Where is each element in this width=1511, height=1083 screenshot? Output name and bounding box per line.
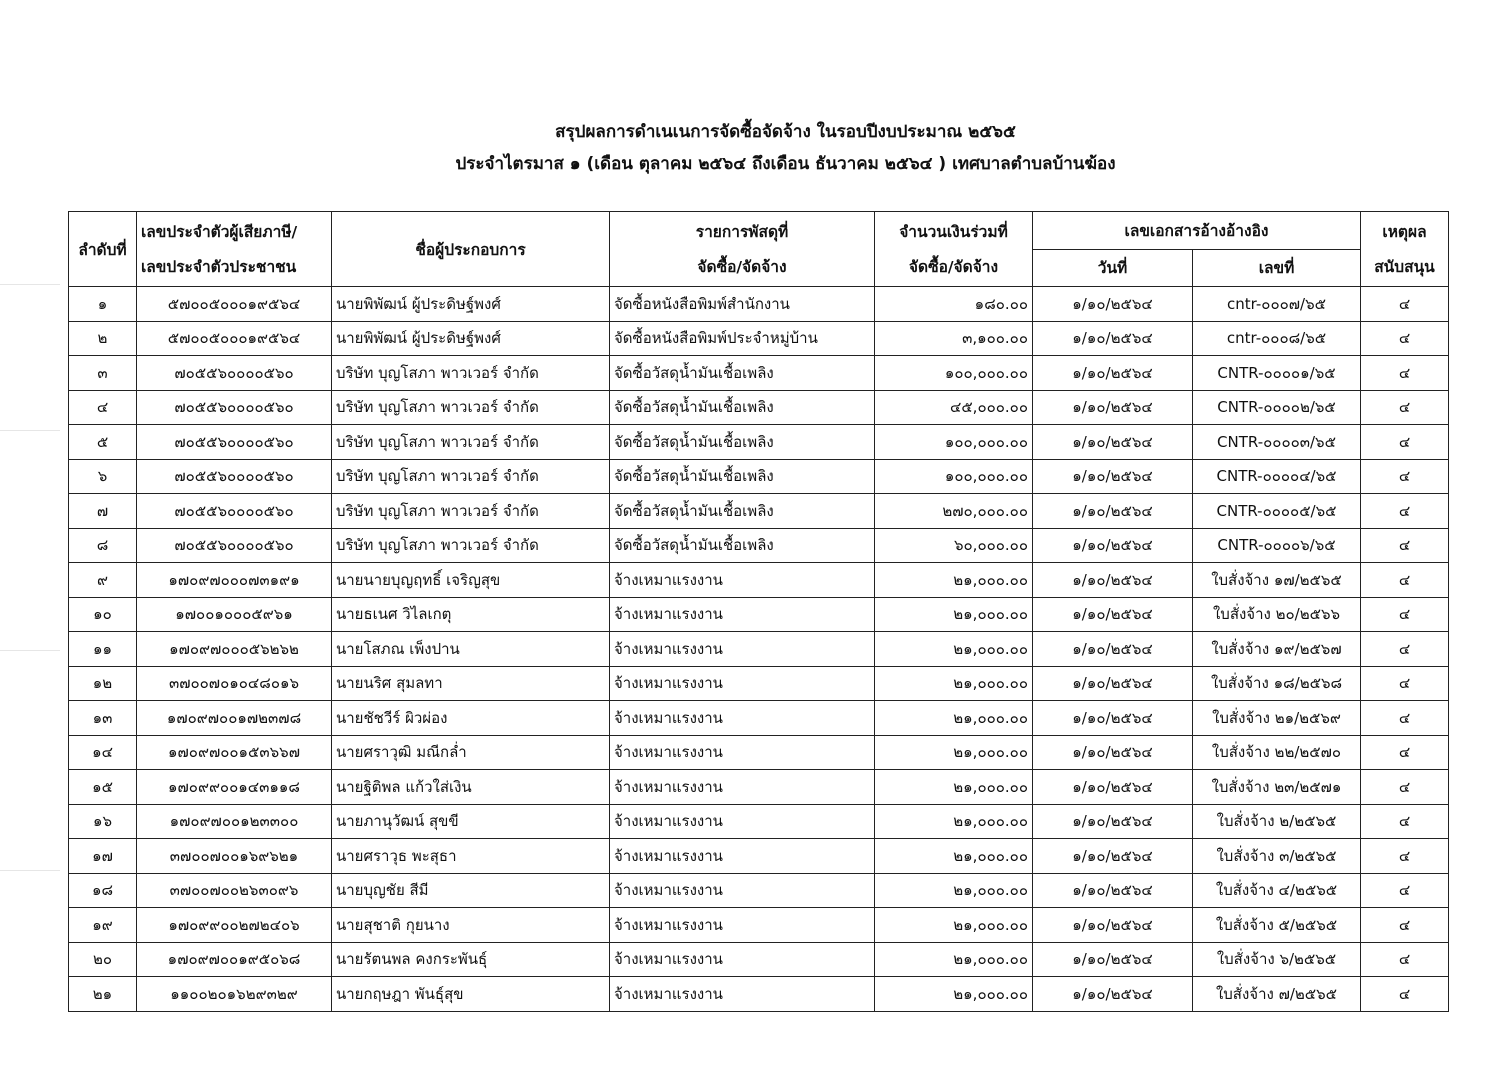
cell-date: ๑/๑๐/๒๕๖๔: [1033, 321, 1193, 356]
cell-reason: ๔: [1361, 597, 1449, 632]
cell-number: ใบสั่งจ้าง ๖/๒๕๖๕: [1193, 942, 1361, 977]
cell-vendor: นายชัชวีร์ ผิวผ่อง: [332, 701, 610, 736]
cell-tax-id: ๕๗๐๐๕๐๐๐๑๙๕๖๔: [137, 321, 332, 356]
cell-tax-id: ๑๑๐๐๒๐๑๖๒๙๓๒๙: [137, 977, 332, 1012]
cell-seq: ๒: [69, 321, 137, 356]
cell-vendor: นายพิพัฒน์ ผู้ประดิษฐ์พงศ์: [332, 321, 610, 356]
cell-tax-id: ๑๗๐๙๗๐๐๑๒๓๓๐๐: [137, 804, 332, 839]
cell-seq: ๙: [69, 563, 137, 598]
cell-vendor: บริษัท บุญโสภา พาวเวอร์ จำกัด: [332, 390, 610, 425]
table-row: [69, 977, 1449, 1012]
cell-item: จัดซื้อหนังสือพิมพ์ประจำหมู่บ้าน: [610, 321, 875, 356]
cell-reason: ๔: [1361, 804, 1449, 839]
header-reason-line1: เหตุผล: [1382, 223, 1427, 241]
table-row: [69, 425, 1449, 460]
cell-item: จ้างเหมาแรงงาน: [610, 770, 875, 805]
table-row: [69, 321, 1449, 356]
cell-vendor: นายฐิติพล แก้วใส่เงิน: [332, 770, 610, 805]
cell-seq: ๒๐: [69, 942, 137, 977]
cell-vendor: นายนริศ สุมลทา: [332, 666, 610, 701]
cell-tax-id: ๗๐๕๕๖๐๐๐๐๕๖๐: [137, 494, 332, 529]
scan-artifact-line: [0, 430, 60, 431]
cell-vendor: บริษัท บุญโสภา พาวเวอร์ จำกัด: [332, 459, 610, 494]
cell-amount: ๑๐๐,๐๐๐.๐๐: [875, 356, 1033, 391]
cell-item: จ้างเหมาแรงงาน: [610, 804, 875, 839]
cell-vendor: บริษัท บุญโสภา พาวเวอร์ จำกัด: [332, 425, 610, 460]
table-row: [69, 356, 1449, 391]
cell-item: จ้างเหมาแรงงาน: [610, 632, 875, 667]
cell-number: CNTR-๐๐๐๐๒/๖๕: [1193, 390, 1361, 425]
cell-vendor: นายกฤษฎา พันธุ์สุข: [332, 977, 610, 1012]
cell-amount: ๒๑,๐๐๐.๐๐: [875, 942, 1033, 977]
cell-tax-id: ๑๗๐๙๙๐๐๒๗๒๔๐๖: [137, 908, 332, 943]
table-row: [69, 459, 1449, 494]
header-reason-line2: สนับสนุน: [1374, 258, 1435, 276]
cell-reason: ๔: [1361, 701, 1449, 736]
cell-number: ใบสั่งจ้าง ๗/๒๕๖๕: [1193, 977, 1361, 1012]
cell-item: จ้างเหมาแรงงาน: [610, 597, 875, 632]
cell-seq: ๑๘: [69, 873, 137, 908]
cell-vendor: นายบุญชัย สีมี: [332, 873, 610, 908]
scan-artifact-line: [0, 650, 60, 651]
cell-item: จ้างเหมาแรงงาน: [610, 977, 875, 1012]
cell-tax-id: ๑๗๐๐๑๐๐๐๕๙๖๑: [137, 597, 332, 632]
header-tax-id-line2: เลขประจำตัวประชาชน: [141, 258, 297, 276]
cell-item: จัดซื้อวัสดุน้ำมันเชื้อเพลิง: [610, 425, 875, 460]
cell-date: ๑/๑๐/๒๕๖๔: [1033, 908, 1193, 943]
cell-tax-id: ๕๗๐๐๕๐๐๐๑๙๕๖๔: [137, 287, 332, 322]
table-row: [69, 494, 1449, 529]
cell-vendor: นายศราวุธ พะสุธา: [332, 839, 610, 874]
cell-tax-id: ๑๗๐๙๗๐๐๑๕๓๖๖๗: [137, 735, 332, 770]
table-row: [69, 597, 1449, 632]
cell-number: ใบสั่งจ้าง ๕/๒๕๖๕: [1193, 908, 1361, 943]
cell-tax-id: ๓๗๐๐๗๐๑๐๔๘๐๑๖: [137, 666, 332, 701]
cell-tax-id: ๑๗๐๙๗๐๐๑๗๒๓๗๘: [137, 701, 332, 736]
table-row: [69, 942, 1449, 977]
header-item-line2: จัดซื้อ/จัดจ้าง: [697, 258, 787, 276]
cell-amount: ๓,๑๐๐.๐๐: [875, 321, 1033, 356]
cell-amount: ๒๑,๐๐๐.๐๐: [875, 873, 1033, 908]
cell-item: จัดซื้อวัสดุน้ำมันเชื้อเพลิง: [610, 390, 875, 425]
table-row: [69, 390, 1449, 425]
table-row: [69, 632, 1449, 667]
cell-tax-id: ๑๗๐๙๗๐๐๐๗๓๑๙๑: [137, 563, 332, 598]
cell-tax-id: ๗๐๕๕๖๐๐๐๐๕๖๐: [137, 528, 332, 563]
cell-seq: ๑๒: [69, 666, 137, 701]
cell-item: จ้างเหมาแรงงาน: [610, 563, 875, 598]
cell-tax-id: ๑๗๐๙๙๐๐๑๔๓๑๑๘: [137, 770, 332, 805]
cell-amount: ๒๑,๐๐๐.๐๐: [875, 597, 1033, 632]
cell-reason: ๔: [1361, 425, 1449, 460]
cell-date: ๑/๑๐/๒๕๖๔: [1033, 735, 1193, 770]
cell-tax-id: ๗๐๕๕๖๐๐๐๐๕๖๐: [137, 459, 332, 494]
header-seq: ลำดับที่: [69, 212, 137, 287]
cell-item: จ้างเหมาแรงงาน: [610, 908, 875, 943]
table-row: [69, 908, 1449, 943]
document-title: สรุปผลการดำเนเนการจัดซื้อจัดจ้าง ในรอบปีงบประมาณ ๒๕๖๕: [555, 122, 1016, 142]
table-row: [69, 666, 1449, 701]
header-tax-id: [137, 212, 332, 287]
cell-number: ใบสั่งจ้าง ๓/๒๕๖๕: [1193, 839, 1361, 874]
cell-number: CNTR-๐๐๐๐๓/๖๕: [1193, 425, 1361, 460]
table-row: [69, 528, 1449, 563]
cell-number: CNTR-๐๐๐๐๖/๖๕: [1193, 528, 1361, 563]
cell-number: ใบสั่งจ้าง ๒/๒๕๖๕: [1193, 804, 1361, 839]
cell-vendor: นายรัตนพล คงกระพันธุ์: [332, 942, 610, 977]
cell-seq: ๗: [69, 494, 137, 529]
cell-number: CNTR-๐๐๐๐๑/๖๕: [1193, 356, 1361, 391]
cell-number: ใบสั่งจ้าง ๔/๒๕๖๕: [1193, 873, 1361, 908]
cell-date: ๑/๑๐/๒๕๖๔: [1033, 942, 1193, 977]
header-item-line1: รายการพัสดุที่: [695, 223, 789, 241]
cell-item: จ้างเหมาแรงงาน: [610, 873, 875, 908]
cell-item: จ้างเหมาแรงงาน: [610, 942, 875, 977]
cell-reason: ๔: [1361, 666, 1449, 701]
cell-amount: ๖๐,๐๐๐.๐๐: [875, 528, 1033, 563]
cell-seq: ๑๙: [69, 908, 137, 943]
cell-vendor: บริษัท บุญโสภา พาวเวอร์ จำกัด: [332, 494, 610, 529]
cell-vendor: บริษัท บุญโสภา พาวเวอร์ จำกัด: [332, 356, 610, 391]
cell-tax-id: ๓๗๐๐๗๐๐๑๖๙๖๒๑: [137, 839, 332, 874]
cell-amount: ๒๑,๐๐๐.๐๐: [875, 977, 1033, 1012]
cell-vendor: นายสุชาติ กุยนาง: [332, 908, 610, 943]
cell-reason: ๔: [1361, 287, 1449, 322]
cell-item: จัดซื้อวัสดุน้ำมันเชื้อเพลิง: [610, 459, 875, 494]
cell-number: cntr-๐๐๐๗/๖๕: [1193, 287, 1361, 322]
header-vendor: ชื่อผู้ประกอบการ: [332, 212, 610, 287]
header-date: วันที่: [1033, 249, 1193, 287]
cell-seq: ๖: [69, 459, 137, 494]
cell-number: CNTR-๐๐๐๐๔/๖๕: [1193, 459, 1361, 494]
cell-date: ๑/๑๐/๒๕๖๔: [1033, 528, 1193, 563]
cell-date: ๑/๑๐/๒๕๖๔: [1033, 459, 1193, 494]
cell-date: ๑/๑๐/๒๕๖๔: [1033, 770, 1193, 805]
cell-date: ๑/๑๐/๒๕๖๔: [1033, 287, 1193, 322]
table-row: [69, 770, 1449, 805]
table-row: [69, 735, 1449, 770]
cell-number: ใบสั่งจ้าง ๑๗/๒๕๖๕: [1193, 563, 1361, 598]
cell-tax-id: ๓๗๐๐๗๐๐๒๖๓๐๙๖: [137, 873, 332, 908]
document-subtitle: ประจำไตรมาส ๑ (เดือน ตุลาคม ๒๕๖๔ ถึงเดือน ธันวาคม ๒๕๖๔ ) เทศบาลตำบลบ้านฆ้อง: [455, 154, 1116, 174]
table-row: [69, 804, 1449, 839]
cell-amount: ๑๐๐,๐๐๐.๐๐: [875, 425, 1033, 460]
cell-reason: ๔: [1361, 942, 1449, 977]
cell-vendor: นายธเนศ วิไลเกตุ: [332, 597, 610, 632]
scan-artifact-line: [0, 284, 60, 285]
cell-item: จัดซื้อวัสดุน้ำมันเชื้อเพลิง: [610, 494, 875, 529]
cell-vendor: นายศราวุฒิ มณีกล่ำ: [332, 735, 610, 770]
cell-reason: ๔: [1361, 528, 1449, 563]
cell-reason: ๔: [1361, 770, 1449, 805]
table-row: [69, 563, 1449, 598]
cell-number: ใบสั่งจ้าง ๑๙/๒๕๖๗: [1193, 632, 1361, 667]
cell-number: CNTR-๐๐๐๐๕/๖๕: [1193, 494, 1361, 529]
cell-date: ๑/๑๐/๒๕๖๔: [1033, 425, 1193, 460]
cell-reason: ๔: [1361, 356, 1449, 391]
cell-seq: ๑๔: [69, 735, 137, 770]
header-amount: [875, 212, 1033, 287]
cell-seq: ๑๓: [69, 701, 137, 736]
cell-date: ๑/๑๐/๒๕๖๔: [1033, 977, 1193, 1012]
cell-date: ๑/๑๐/๒๕๖๔: [1033, 804, 1193, 839]
cell-reason: ๔: [1361, 873, 1449, 908]
cell-reason: ๔: [1361, 908, 1449, 943]
cell-amount: ๒๑,๐๐๐.๐๐: [875, 563, 1033, 598]
cell-date: ๑/๑๐/๒๕๖๔: [1033, 701, 1193, 736]
header-tax-id-line1: เลขประจำตัวผู้เสียภาษี/: [141, 223, 298, 241]
header-item: [610, 212, 875, 287]
cell-seq: ๔: [69, 390, 137, 425]
cell-seq: ๓: [69, 356, 137, 391]
cell-amount: ๑๐๐,๐๐๐.๐๐: [875, 459, 1033, 494]
table-row: [69, 701, 1449, 736]
cell-number: ใบสั่งจ้าง ๒๒/๒๕๗๐: [1193, 735, 1361, 770]
cell-seq: ๑๕: [69, 770, 137, 805]
cell-number: ใบสั่งจ้าง ๒๑/๒๕๖๙: [1193, 701, 1361, 736]
cell-vendor: นายนายบุญฤทธิ์ เจริญสุข: [332, 563, 610, 598]
cell-tax-id: ๑๗๐๙๗๐๐๑๙๕๐๖๘: [137, 942, 332, 977]
cell-date: ๑/๑๐/๒๕๖๔: [1033, 390, 1193, 425]
cell-vendor: นายโสภณ เพ็งปาน: [332, 632, 610, 667]
cell-date: ๑/๑๐/๒๕๖๔: [1033, 356, 1193, 391]
cell-number: ใบสั่งจ้าง ๒๐/๒๕๖๖: [1193, 597, 1361, 632]
cell-reason: ๔: [1361, 563, 1449, 598]
procurement-table: [68, 211, 1449, 1012]
cell-reason: ๔: [1361, 390, 1449, 425]
cell-reason: ๔: [1361, 977, 1449, 1012]
cell-amount: ๒๑,๐๐๐.๐๐: [875, 701, 1033, 736]
cell-item: จัดซื้อหนังสือพิมพ์สำนักงาน: [610, 287, 875, 322]
cell-vendor: บริษัท บุญโสภา พาวเวอร์ จำกัด: [332, 528, 610, 563]
cell-date: ๑/๑๐/๒๕๖๔: [1033, 666, 1193, 701]
cell-seq: ๑๑: [69, 632, 137, 667]
cell-amount: ๒๑,๐๐๐.๐๐: [875, 908, 1033, 943]
cell-item: จ้างเหมาแรงงาน: [610, 839, 875, 874]
header-reference: เลขเอกสารอ้างอ้างอิง: [1033, 212, 1361, 250]
cell-seq: ๘: [69, 528, 137, 563]
cell-reason: ๔: [1361, 459, 1449, 494]
cell-item: จัดซื้อวัสดุน้ำมันเชื้อเพลิง: [610, 356, 875, 391]
cell-seq: ๕: [69, 425, 137, 460]
cell-tax-id: ๗๐๕๕๖๐๐๐๐๕๖๐: [137, 356, 332, 391]
cell-item: จัดซื้อวัสดุน้ำมันเชื้อเพลิง: [610, 528, 875, 563]
cell-amount: ๒๑,๐๐๐.๐๐: [875, 632, 1033, 667]
cell-reason: ๔: [1361, 632, 1449, 667]
cell-amount: ๒๑,๐๐๐.๐๐: [875, 839, 1033, 874]
cell-tax-id: ๗๐๕๕๖๐๐๐๐๕๖๐: [137, 390, 332, 425]
header-reason: [1361, 212, 1449, 287]
cell-reason: ๔: [1361, 839, 1449, 874]
cell-date: ๑/๑๐/๒๕๖๔: [1033, 873, 1193, 908]
cell-reason: ๔: [1361, 735, 1449, 770]
cell-amount: ๒๑,๐๐๐.๐๐: [875, 804, 1033, 839]
table-row: [69, 873, 1449, 908]
cell-amount: ๒๑,๐๐๐.๐๐: [875, 666, 1033, 701]
cell-tax-id: ๑๗๐๙๗๐๐๐๕๖๒๖๒: [137, 632, 332, 667]
cell-seq: ๒๑: [69, 977, 137, 1012]
cell-reason: ๔: [1361, 321, 1449, 356]
cell-number: ใบสั่งจ้าง ๑๘/๒๕๖๘: [1193, 666, 1361, 701]
cell-item: จ้างเหมาแรงงาน: [610, 666, 875, 701]
cell-date: ๑/๑๐/๒๕๖๔: [1033, 597, 1193, 632]
cell-seq: ๑๗: [69, 839, 137, 874]
cell-tax-id: ๗๐๕๕๖๐๐๐๐๕๖๐: [137, 425, 332, 460]
cell-seq: ๑๐: [69, 597, 137, 632]
cell-vendor: นายพิพัฒน์ ผู้ประดิษฐ์พงศ์: [332, 287, 610, 322]
cell-amount: ๒๑,๐๐๐.๐๐: [875, 735, 1033, 770]
cell-vendor: นายภานุวัฒน์ สุขขี: [332, 804, 610, 839]
table-row: [69, 287, 1449, 322]
cell-item: จ้างเหมาแรงงาน: [610, 701, 875, 736]
cell-date: ๑/๑๐/๒๕๖๔: [1033, 632, 1193, 667]
cell-amount: ๒๗๐,๐๐๐.๐๐: [875, 494, 1033, 529]
header-amount-line1: จำนวนเงินร่วมที่: [899, 223, 1008, 241]
cell-date: ๑/๑๐/๒๕๖๔: [1033, 839, 1193, 874]
cell-amount: ๔๕,๐๐๐.๐๐: [875, 390, 1033, 425]
cell-number: cntr-๐๐๐๘/๖๕: [1193, 321, 1361, 356]
cell-item: จ้างเหมาแรงงาน: [610, 735, 875, 770]
scan-artifact-line: [0, 870, 60, 871]
cell-amount: ๑๘๐.๐๐: [875, 287, 1033, 322]
cell-seq: ๑๖: [69, 804, 137, 839]
cell-amount: ๒๑,๐๐๐.๐๐: [875, 770, 1033, 805]
cell-reason: ๔: [1361, 494, 1449, 529]
cell-date: ๑/๑๐/๒๕๖๔: [1033, 494, 1193, 529]
table-row: [69, 839, 1449, 874]
cell-number: ใบสั่งจ้าง ๒๓/๒๕๗๑: [1193, 770, 1361, 805]
header-number: เลขที่: [1193, 249, 1361, 287]
header-amount-line2: จัดซื้อ/จัดจ้าง: [908, 258, 999, 276]
cell-seq: ๑: [69, 287, 137, 322]
cell-date: ๑/๑๐/๒๕๖๔: [1033, 563, 1193, 598]
